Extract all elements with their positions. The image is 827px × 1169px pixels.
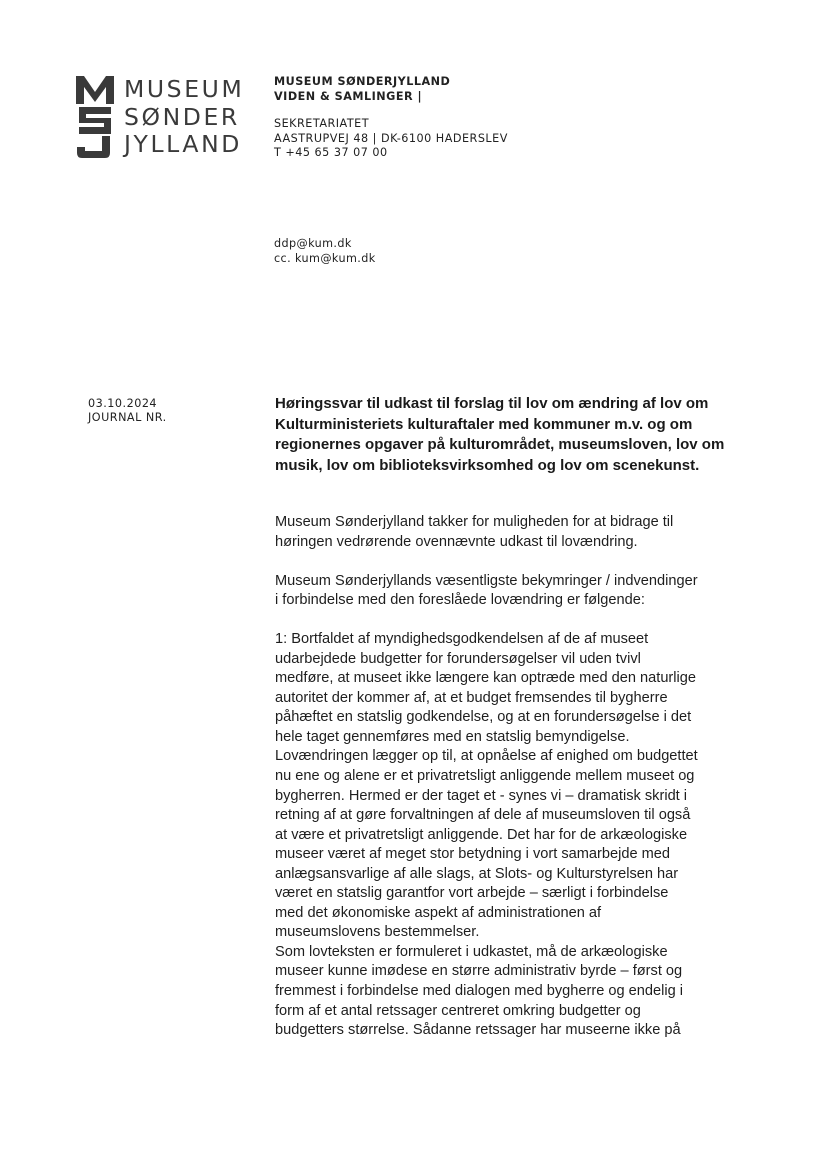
logo-word-3: JYLLAND [124,130,242,158]
body-line: i forbindelse med den foreslåede lovændring er følgende: [275,592,645,609]
body-line: autoritet der kommer af, at et budget fremsendes til bygherre [275,689,668,706]
body-line: været en statslig garantfor vort arbejde – særligt i forbindelse [275,885,669,902]
letter-body [275,513,745,1041]
sender-street: AASTRUPVEJ 48 | DK-6100 HADERSLEV [274,131,508,145]
body-line: museer kunne imødese en større administrativ byrde – først og [275,963,683,980]
sender-phone: T +45 65 37 07 00 [274,146,388,159]
body-line: høringen vedrørende ovennævnte udkast til lovændring. [275,533,638,550]
body-line: nu ene og alene er et privatretsligt anliggende mellem museet og [275,768,695,785]
paragraph-point-1 [275,630,745,1040]
body-line: med det økonomiske aspekt af administrationen af [275,904,602,921]
cc-email: cc. kum@kum.dk [274,251,376,265]
letter-date: 03.10.2024 [88,397,158,410]
recipient-email: ddp@kum.dk [274,237,352,250]
msj-monogram-icon [76,76,114,158]
journal-number-label: JOURNAL NR. [88,410,167,424]
body-line: bygherren. Hermed er der taget et - synes vi – dramatisk skridt i [275,787,688,804]
letter-meta [88,397,167,424]
logo-word-2: SØNDER [124,102,240,131]
body-line: museumslovens bestemmelser. [275,924,480,941]
body-line: Museum Sønderjylland takker for muligheden for at bidrage til [275,514,674,530]
body-line: udarbejdede budgetter for forundersøgelser vil uden tvivl [275,650,641,667]
recipients [274,237,376,266]
letter-subject [275,394,745,476]
body-line: at være et privatretsligt anliggende. Det har for de arkæologiske [275,826,688,843]
sender-address [274,75,508,161]
body-line: museer været af meget stor betydning i vort samarbejde med [275,846,671,863]
subject-line: musik, lov om biblioteksvirksomhed og lov om scenekunst. [275,456,700,474]
body-line: Museum Sønderjyllands væsentligste bekymringer / indvendinger [275,572,698,589]
subject-line: Kulturministeriets kulturaftaler med kommuner m.v. og om [275,415,693,433]
sender-office: SEKRETARIATET [274,117,370,130]
body-line: medføre, at museet ikke længere kan optræde med den naturlige [275,670,697,687]
body-line: 1: Bortfaldet af myndighedsgodkendelsen af de af museet [275,631,649,648]
body-line: Lovændringen lægger op til, at opnåelse af enighed om budgettet [275,748,698,765]
body-line: retning af at gøre forvaltningen af dele af museumsloven til også [275,807,691,824]
body-line: budgetters størrelse. Sådanne retssager har museerne ikke på [275,1022,681,1039]
sender-org-name: MUSEUM SØNDERJYLLAND [274,75,451,88]
subject-line: regionernes opgaver på kulturområdet, museumsloven, lov om [275,436,725,453]
body-line: form af et antal retssager centreret omkring budgetter og [275,1002,641,1019]
body-line: Som lovteksten er formuleret i udkastet, må de arkæologiske [275,943,668,960]
logo-wordmark [124,76,244,159]
paragraph-concerns-intro [275,572,745,611]
museum-logo [76,76,256,162]
paragraph-thanks [275,513,745,552]
sender-department: VIDEN & SAMLINGER | [274,89,423,103]
logo-word-1: MUSEUM [124,75,245,103]
subject-line: Høringssvar til udkast til forslag til lov om ændring af lov om [275,395,709,412]
body-line: hele taget gennemføres med en statslig bemyndigelse. [275,728,630,745]
body-line: påhæftet en statslig godkendelse, og at en forundersøgelse i det [275,709,692,726]
body-line: fremmest i forbindelse med dialogen med bygherre og endelig i [275,983,684,1000]
body-line: anlægsansvarlige af alle slags, at Slots- og Kulturstyrelsen har [275,865,679,882]
